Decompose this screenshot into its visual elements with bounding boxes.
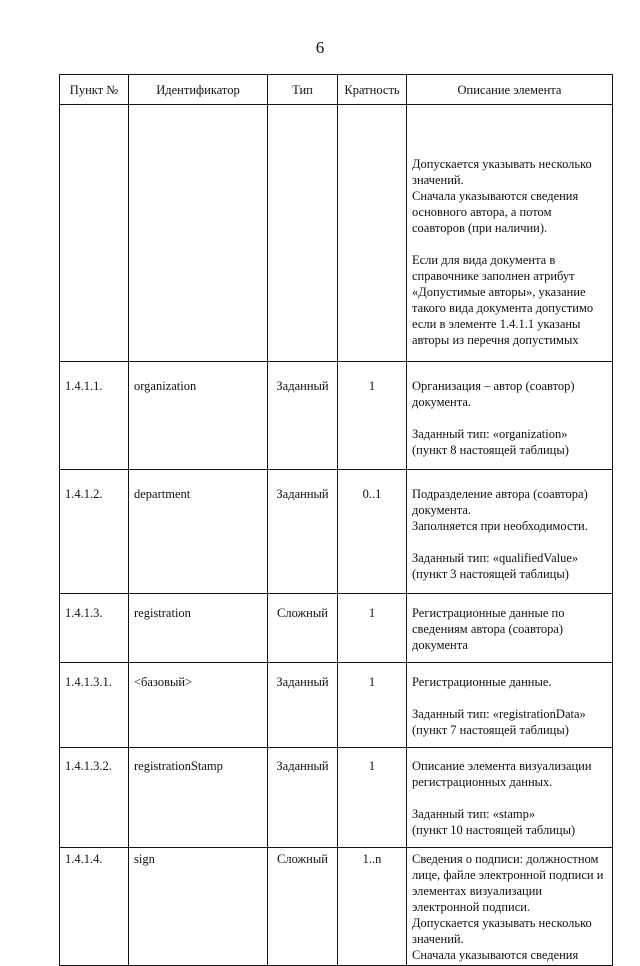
cell-type: Сложный [268,848,338,966]
page-number: 6 [315,38,325,57]
cell-number: 1.4.1.3. [60,594,129,663]
cell-description [407,663,613,748]
table-row [60,594,613,663]
cell-type: Сложный [268,594,338,663]
description-paragraph: Заданный тип: «organization» (пункт 8 настоящей таблицы) [412,427,569,457]
cell-type [268,105,338,362]
table-row [60,470,613,594]
cell-type: Заданный [268,748,338,848]
description-paragraph: Организация – автор (соавтор) документа. [412,379,575,409]
cell-description [407,105,613,362]
description-paragraph: Заданный тип: «registrationData» (пункт 7 настоящей таблицы) [412,707,586,737]
cell-description [407,470,613,594]
element-spec-table [59,74,613,966]
cell-number: 1.4.1.1. [60,362,129,470]
header-type: Тип [268,75,338,105]
description-paragraph: Регистрационные данные по сведениям автора (соавтора) документа [412,606,565,652]
table-header-row [60,75,613,105]
cell-number: 1.4.1.2. [60,470,129,594]
table-row [60,362,613,470]
cell-identifier: organization [129,362,268,470]
cell-multiplicity: 1 [338,663,407,748]
table-row-continuation [60,105,613,362]
description-paragraph: Если для вида документа в справочнике заполнен атрибут «Допустимые авторы», указание такого вида документа допустимо если в элементе 1.4.1.1 указаны авторы из перечня допустимых [412,253,594,347]
description-paragraph: Регистрационные данные. [412,675,552,689]
cell-identifier [129,105,268,362]
description-paragraph: Сведения о подписи: должностном лице, файле электронной подписи и элементах визуализации электронной подписи. Допускается указывать несколько значений. Сначала указываются сведения [412,852,604,962]
table-row [60,748,613,848]
cell-number: 1.4.1.3.2. [60,748,129,848]
cell-identifier: sign [129,848,268,966]
cell-type: Заданный [268,362,338,470]
cell-multiplicity: 1 [338,362,407,470]
cell-multiplicity: 0..1 [338,470,407,594]
cell-identifier: <базовый> [129,663,268,748]
cell-identifier: department [129,470,268,594]
description-paragraph: Заданный тип: «qualifiedValue» (пункт 3 настоящей таблицы) [412,551,579,581]
description-paragraph: Описание элемента визуализации регистрационных данных. [412,759,592,789]
header-multiplicity: Кратность [338,75,407,105]
cell-number: 1.4.1.4. [60,848,129,966]
cell-description [407,848,613,966]
cell-identifier: registrationStamp [129,748,268,848]
cell-multiplicity: 1 [338,748,407,848]
table-row [60,848,613,966]
cell-description [407,748,613,848]
cell-identifier: registration [129,594,268,663]
description-paragraph: Допускается указывать несколько значений. Сначала указываются сведения основного автора, а потом соавторов (при наличии). [412,157,592,235]
cell-number [60,105,129,362]
cell-description [407,594,613,663]
cell-type: Заданный [268,663,338,748]
cell-type: Заданный [268,470,338,594]
cell-multiplicity: 1 [338,594,407,663]
header-description: Описание элемента [407,75,613,105]
description-paragraph: Заданный тип: «stamp» (пункт 10 настоящей таблицы) [412,807,576,837]
header-item-number: Пункт № [60,75,129,105]
cell-description [407,362,613,470]
table-row [60,663,613,748]
header-identifier: Идентификатор [129,75,268,105]
cell-multiplicity: 1..n [338,848,407,966]
cell-number: 1.4.1.3.1. [60,663,129,748]
cell-multiplicity [338,105,407,362]
description-paragraph: Подразделение автора (соавтора) документа. Заполняется при необходимости. [412,487,588,533]
